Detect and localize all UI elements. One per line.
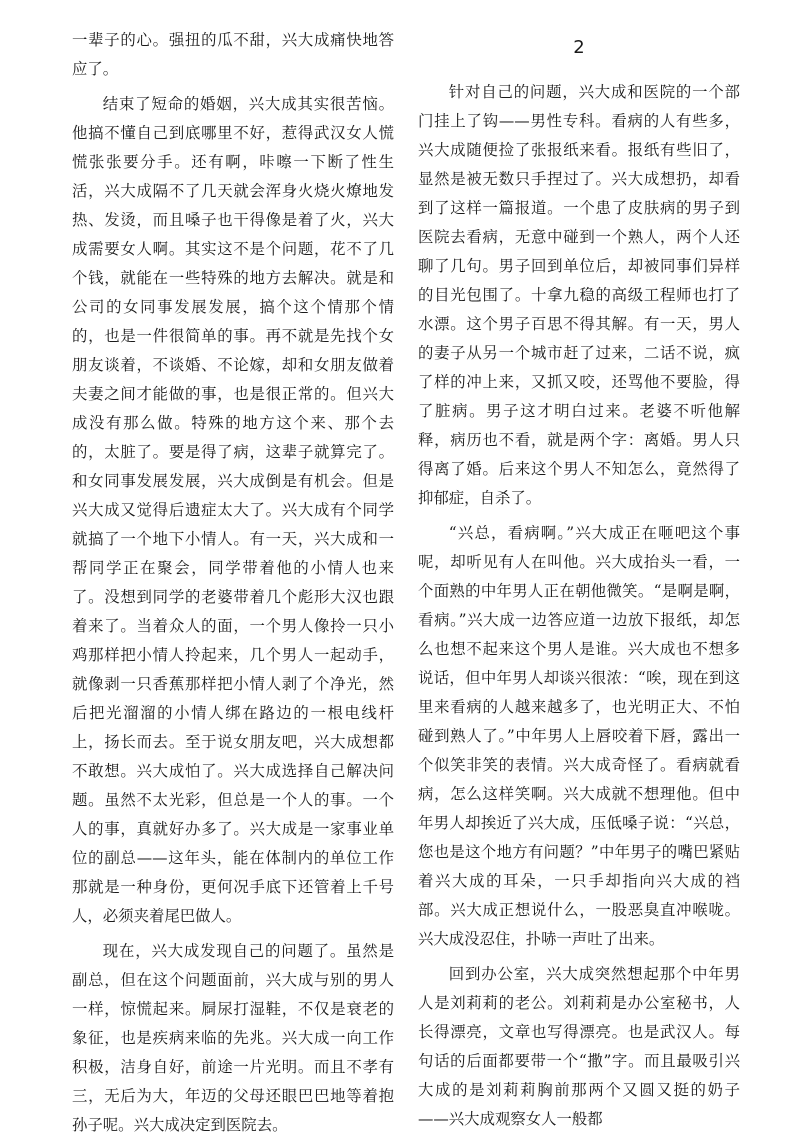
paragraph: 回到办公室，兴大成突然想起那个中年男人是刘莉莉的老公。刘莉莉是办公室秘书，人长得漂亮，文章也写得漂亮。也是武汉人。每句话的后面都要带一个“撒”字。而且最吸引兴大成的是刘莉莉胸前那两个又圆又挺的奶子——兴大成观察女人一般都 — [418, 965, 740, 1128]
section-number: 2 — [573, 37, 585, 58]
paragraph: 一辈子的心。强扭的瓜不甜，兴大成痛快地答应了。 — [72, 31, 394, 78]
right-text-column — [418, 26, 740, 1140]
paragraph: 结束了短命的婚姻，兴大成其实很苦恼。他搞不懂自己到底哪里不好，惹得武汉女人慌慌张张要分手。还有啊，咔嚓一下断了性生活，兴大成隔不了几天就会浑身火烧火燎地发热、发烫，而且嗓子也干得像是着了火，兴大成需要女人啊。其实这不是个问题，花不了几个钱，就能在一些特殊的地方去解决。就是和公司的女同事发展发展，搞个这个情那个情的，也是一件很简单的事。再不就是先找个女朋友谈着，不谈婚、不论嫁，却和女朋友做着夫妻之间才能做的事，也是很正常的。但兴大成没有那么做。特殊的地方这个来、那个去的，太脏了。要是得了病，这辈子就算完了。和女同事发展发展，兴大成倒是有机会。但是兴大成又觉得后遗症太大了。兴大成有个同学就搞了一个地下小情人。有一天，兴大成和一帮同学正在聚会，同学带着他的小情人也来了。没想到同学的老婆带着几个彪形大汉也跟着来了。当着众人的面，一个男人像拎一只小鸡那样把小情人拎起来，几个男人一起动手，就像剥一只香蕉那样把小情人剥了个净光，然后把光溜溜的小情人绑在路边的一根电线杆上，扬长而去。至于说女朋友吧，兴大成想都不敢想。兴大成怕了。兴大成选择自己解决问题。虽然不太光彩，但总是一个人的事。一个人的事，真就好办多了。兴大成是一家事业单位的副总——这年头，能在体制内的单位工作那就是一种身份，更何况手底下还管着上千号人，必须夹着尾巴做人。 — [72, 95, 394, 925]
paragraph: 现在，兴大成发现自己的问题了。虽然是副总，但在这个问题面前，兴大成与别的男人一样，惊慌起来。屙尿打湿鞋，不仅是衰老的象征，也是疾病来临的先兆。兴大成一向工作积极，洁身自好，前途一片光明。而且不孝有三，无后为大，年迈的父母还眼巴巴地等着抱孙子呢。兴大成决定到医院去。 — [72, 942, 394, 1134]
paragraph: 针对自己的问题，兴大成和医院的一个部门挂上了钩——男性专科。看病的人有些多，兴大成随便捡了张报纸来看。报纸有些旧了，显然是被无数只手捏过了。兴大成想扔，却看到了这样一篇报道。一个患了皮肤病的男子到医院去看病，无意中碰到一个熟人，两个人还聊了几句。男子回到单位后，却被同事们异样的目光包围了。十拿九稳的高级工程师也打了水漂。这个男子百思不得其解。有一天，男人的妻子从另一个城市赶了过来，二话不说，疯了样的冲上来，又抓又咬，还骂他不要脸，得了脏病。男子这才明白过来。老婆不听他解释，病历也不看，就是两个字：离婚。男人只得离了婚。后来这个男人不知怎么，竟然得了抑郁症，自杀了。 — [418, 83, 740, 507]
left-text-column — [72, 26, 394, 1146]
paragraph: “兴总，看病啊。”兴大成正在咂吧这个事呢，却听见有人在叫他。兴大成抬头一看，一个面熟的中年男人正在朝他微笑。“是啊是啊，看病。”兴大成一边答应道一边放下报纸，却怎么也想不起来这个男人是谁。兴大成也不想多说话，但中年男人却谈兴很浓：“唉，现在到这里来看病的人越来越多了，也光明正大、不怕碰到熟人了。”中年男人上唇咬着下唇，露出一个似笑非笑的表情。兴大成奇怪了。看病就看病，怎么这样笑啊。兴大成就不想理他。但中年男人却挨近了兴大成，压低嗓子说：“兴总，您也是这个地方有问题？”中年男子的嘴巴紧贴着兴大成的耳朵，一只手却指向兴大成的裆部。兴大成正想说什么，一股恶臭直冲喉咙。兴大成没忍住，扑哧一声吐了出来。 — [418, 524, 740, 948]
